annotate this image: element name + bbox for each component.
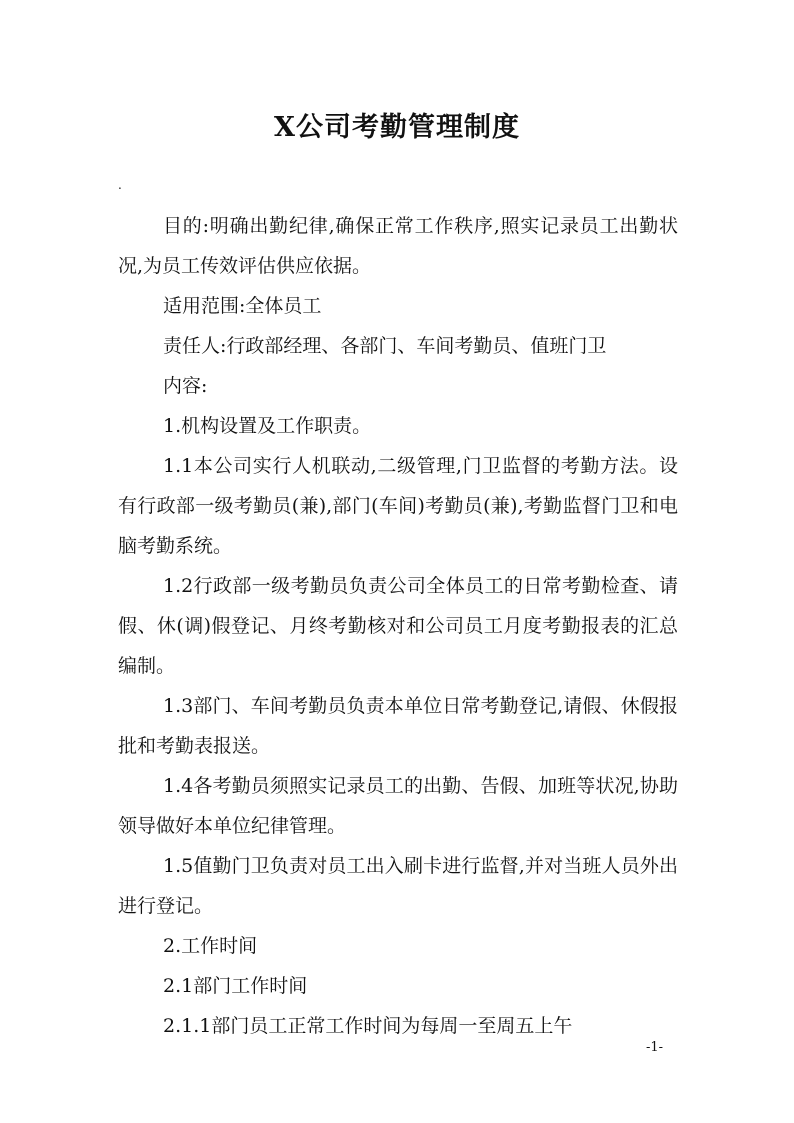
paragraph-2-1: 2.1部门工作时间 xyxy=(163,975,308,997)
paragraph-content-heading: 内容: xyxy=(163,375,208,397)
paragraph-responsible: 责任人:行政部经理、各部门、车间考勤员、值班门卫 xyxy=(163,335,607,357)
paragraph-scope: 适用范围:全体员工 xyxy=(163,295,322,317)
paragraph-1-3: 1.3部门、车间考勤员负责本单位日常考勤登记,请假、休假报批和考勤表报送。 xyxy=(118,695,678,757)
document-title: X公司考勤管理制度 xyxy=(274,112,520,143)
section-mark: . xyxy=(118,178,122,192)
page-number: -1- xyxy=(646,1040,664,1055)
paragraph-1-5: 1.5值勤门卫负责对员工出入刷卡进行监督,并对当班人员外出进行登记。 xyxy=(118,855,678,917)
paragraph-purpose: 目的:明确出勤纪律,确保正常工作秩序,照实记录员工出勤状况,为员工传效评估供应依据。 xyxy=(118,215,678,277)
paragraph-section-2: 2.工作时间 xyxy=(163,935,258,957)
paragraph-section-1: 1.机构设置及工作职责。 xyxy=(163,415,372,437)
paragraph-1-4: 1.4各考勤员须照实记录员工的出勤、告假、加班等状况,协助领导做好本单位纪律管理。 xyxy=(118,775,678,837)
paragraph-2-1-1: 2.1.1部门员工正常工作时间为每周一至周五上午 xyxy=(163,1015,573,1037)
document-body xyxy=(118,206,678,1046)
paragraph-1-2: 1.2行政部一级考勤员负责公司全体员工的日常考勤检查、请假、休(调)假登记、月终考勤核对和公司员工月度考勤报表的汇总编制。 xyxy=(118,575,678,677)
paragraph-1-1: 1.1本公司实行人机联动,二级管理,门卫监督的考勤方法。设有行政部一级考勤员(兼),部门(车间)考勤员(兼),考勤监督门卫和电脑考勤系统。 xyxy=(118,455,678,557)
